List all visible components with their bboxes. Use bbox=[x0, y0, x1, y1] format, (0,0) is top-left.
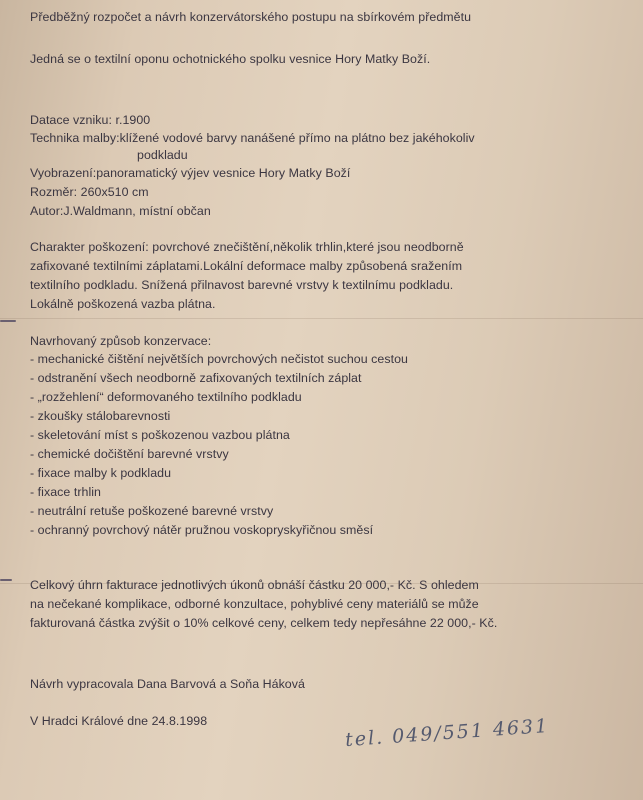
conservation-step: - neutrální retuše poškozené barevné vrstvy bbox=[30, 504, 274, 518]
depiction-line: Vyobrazení:panoramatický výjev vesnice Hory Matky Boží bbox=[30, 166, 351, 180]
conservation-step: - „rozžehlení“ deformovaného textilního podkladu bbox=[30, 390, 302, 404]
conservation-step: - fixace trhlin bbox=[30, 485, 101, 499]
damage-text-line: Charakter poškození: povrchové znečištění,několik trhlin,které jsou neodborně bbox=[30, 240, 464, 254]
damage-text-line: Lokálně poškozená vazba plátna. bbox=[30, 297, 216, 311]
handwritten-phone-note: tel. 049/551 4631 bbox=[344, 714, 550, 752]
technique-line: Technika malby:klížené vodové barvy nanášené přímo na plátno bez jakéhokoliv bbox=[30, 131, 475, 145]
conservation-step: - chemické dočištění barevné vrstvy bbox=[30, 447, 229, 461]
prepared-by: Návrh vypracovala Dana Barvová a Soňa Háková bbox=[30, 677, 305, 691]
paper-fold bbox=[0, 318, 643, 319]
cost-text-line: Celkový úhrn fakturace jednotlivých úkonů obnáší částku 20 000,- Kč. S ohledem bbox=[30, 578, 479, 592]
conservation-step: - fixace malby k podkladu bbox=[30, 466, 172, 480]
conservation-step: - ochranný povrchový nátěr pružnou voskopryskyřičnou směsí bbox=[30, 523, 374, 537]
cost-text-line: na nečekané komplikace, odborné konzultace, pohyblivé ceny materiálů se může bbox=[30, 597, 479, 611]
document-title: Předběžný rozpočet a návrh konzervátorského postupu na sbírkovém předmětu bbox=[30, 10, 472, 24]
conservation-step: - mechanické čištění největších povrchových nečistot suchou cestou bbox=[30, 352, 408, 366]
author-line: Autor:J.Waldmann, místní občan bbox=[30, 204, 211, 218]
place-and-date: V Hradci Králové dne 24.8.1998 bbox=[30, 714, 208, 728]
technique-line-continuation: podkladu bbox=[137, 148, 188, 162]
conservation-heading: Navrhovaný způsob konzervace: bbox=[30, 334, 212, 348]
dating-line: Datace vzniku: r.1900 bbox=[30, 113, 151, 127]
margin-mark bbox=[0, 320, 16, 322]
cost-text-line: fakturovaná částka zvýšit o 10% celkové ceny, celkem tedy nepřesáhne 22 000,- Kč. bbox=[30, 616, 498, 630]
damage-text-line: textilního podkladu. Snížená přilnavost barevné vrstvy k textilnímu podkladu. bbox=[30, 278, 454, 292]
intro-text: Jedná se o textilní oponu ochotnického spolku vesnice Hory Matky Boží. bbox=[30, 52, 431, 66]
conservation-step: - zkoušky stálobarevnosti bbox=[30, 409, 171, 423]
margin-mark bbox=[0, 579, 12, 581]
conservation-step: - odstranění všech neodborně zafixovaných textilních záplat bbox=[30, 371, 362, 385]
size-line: Rozměr: 260x510 cm bbox=[30, 185, 149, 199]
damage-text-line: zafixované textilními záplatami.Lokální deformace malby způsobená sražením bbox=[30, 259, 463, 273]
conservation-step: - skeletování míst s poškozenou vazbou plátna bbox=[30, 428, 290, 442]
